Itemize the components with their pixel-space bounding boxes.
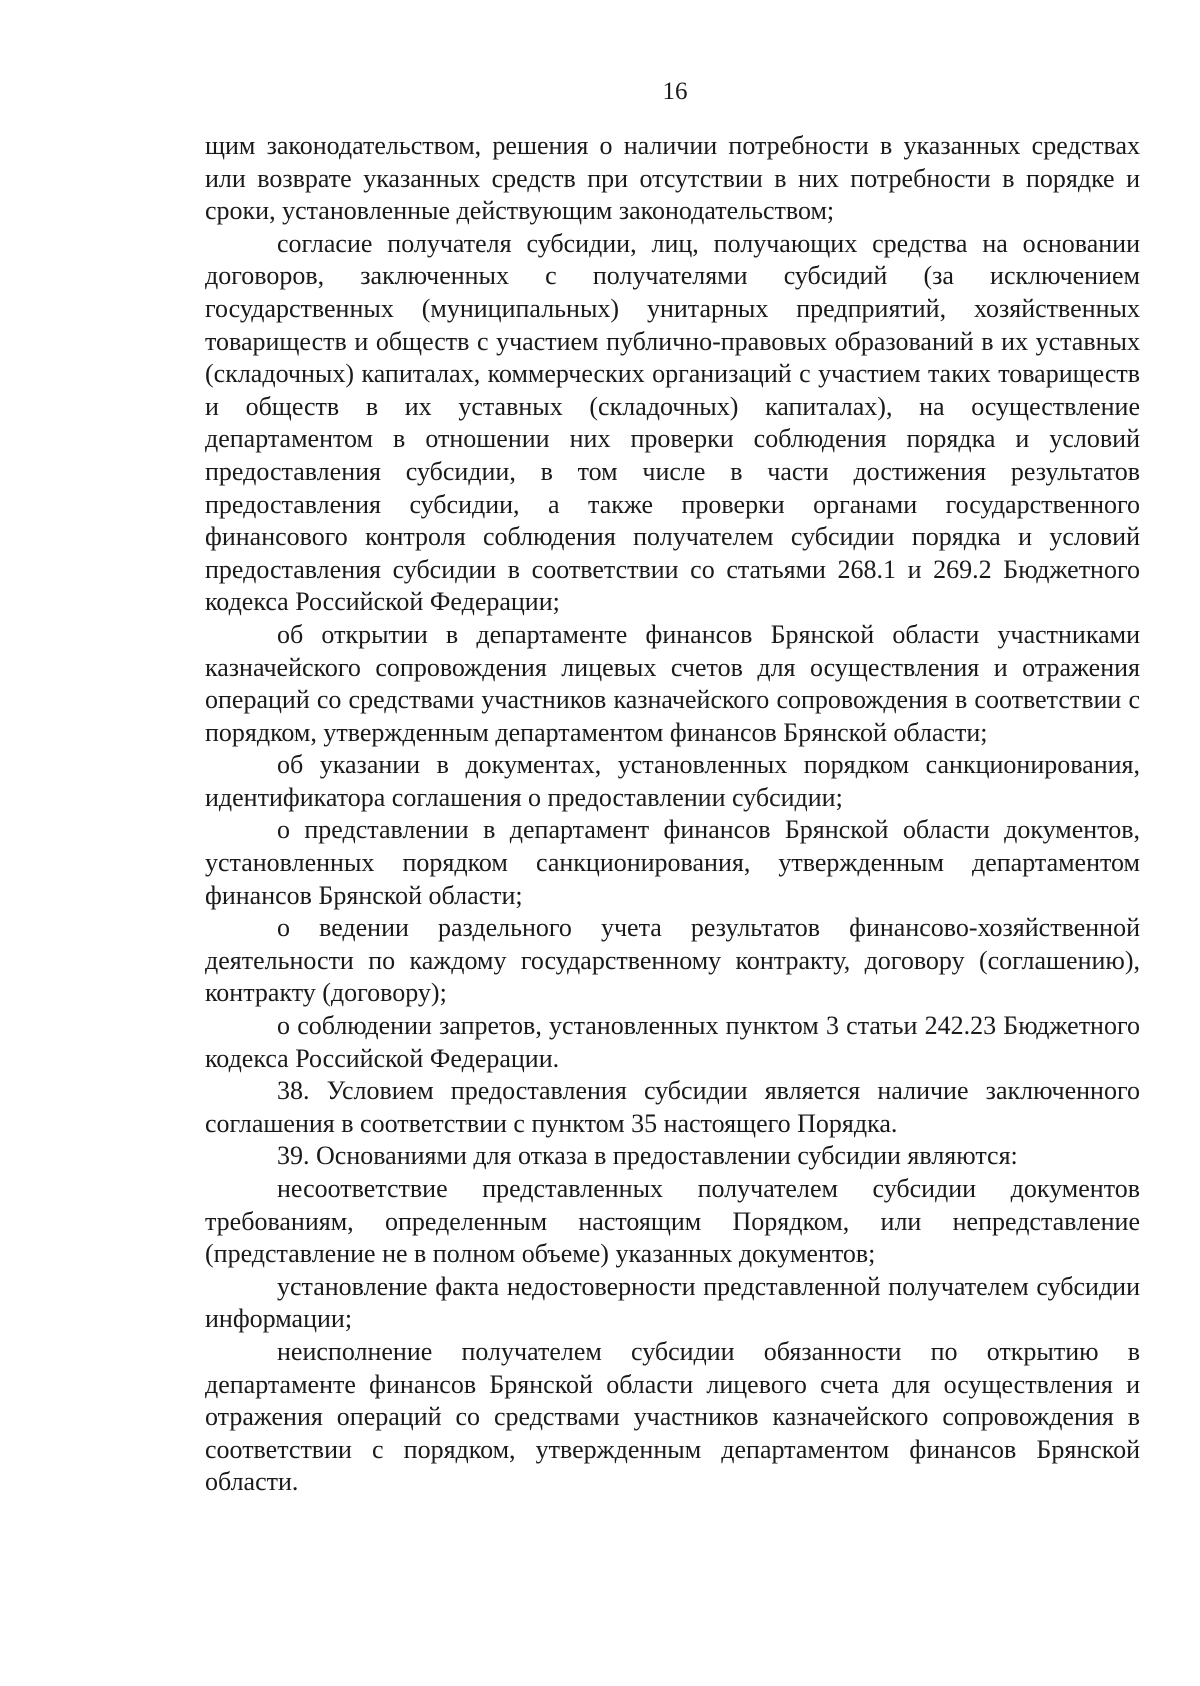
paragraph-clause-38: 38. Условием предоставления субсидии является наличие заключенного соглашения в соответствии с пунктом 35 настоящего Порядка.: [205, 1076, 1140, 1138]
paragraph-continuation: щим законодательством, решения о наличии потребности в указанных средствах или возврате указанных средств при отсутствии в них потребности в порядке и сроки, установленные действующим законодательством;: [205, 131, 1140, 226]
document-body: [205, 130, 1140, 1499]
paragraph-submission-of-documents: о представлении в департамент финансов Брянской области документов, установленных порядком санкционирования, утвержденным департаментом финансов Брянской области;: [205, 815, 1140, 910]
paragraph-clause-39: 39. Основаниями для отказа в предоставлении субсидии являются:: [277, 1141, 1018, 1171]
paragraph-nonconformity-of-documents: несоответствие представленных получателем субсидии документов требованиям, определенным настоящим Порядком, или непредставление (представление не в полном объеме) указанных документов;: [205, 1174, 1140, 1269]
paragraph-separate-accounting: о ведении раздельного учета результатов финансово-хозяйственной деятельности по каждому государственному контракту, договору (соглашению), контракту (договору);: [205, 913, 1140, 1008]
paragraph-agreement-identifier: об указании в документах, установленных порядком санкционирования, идентификатора соглашения о предоставлении субсидии;: [205, 750, 1140, 812]
page-number: 16: [662, 78, 688, 105]
paragraph-unreliable-information: установление факта недостоверности представленной получателем субсидии информации;: [205, 1271, 1140, 1334]
paragraph-consent-to-inspection: согласие получателя субсидии, лиц, получающих средства на основании договоров, заключенных с получателями субсидий (за исключением государственных (муниципальных) унитарных предприятий, хозяйственных товариществ и обществ с участием публично-правовых образований в их уставных (складочных) капиталах, коммерческих организаций с участием таких товариществ и обществ в их уставных (складочных) капиталах), на осуществление департаментом в отношении них проверки соблюдения порядка и условий предоставления субсидии, в том числе в части достижения результатов предоставления субсидии, а также проверки органами государственного финансового контроля соблюдения получателем субсидии порядка и условий предоставления субсидии в соответствии со статьями 268.1 и 269.2 Бюджетного кодекса Российской Федерации;: [205, 228, 1140, 617]
paragraph-compliance-with-prohibitions: о соблюдении запретов, установленных пунктом 3 статьи 242.23 Бюджетного кодекса Российской Федерации.: [205, 1011, 1140, 1073]
paragraph-failure-to-open-account: неисполнение получателем субсидии обязанности по открытию в департаменте финансов Брянской области лицевого счета для осуществления и отражения операций со средствами участников казначейского сопровождения в соответствии с порядком, утвержденным департаментом финансов Брянской области.: [205, 1336, 1140, 1497]
paragraph-opening-accounts: об открытии в департаменте финансов Брянской области участниками казначейского сопровождения лицевых счетов для осуществления и отражения операций со средствами участников казначейского сопровождения в соответствии с порядком, утвержденным департаментом финансов Брянской области;: [205, 619, 1140, 747]
